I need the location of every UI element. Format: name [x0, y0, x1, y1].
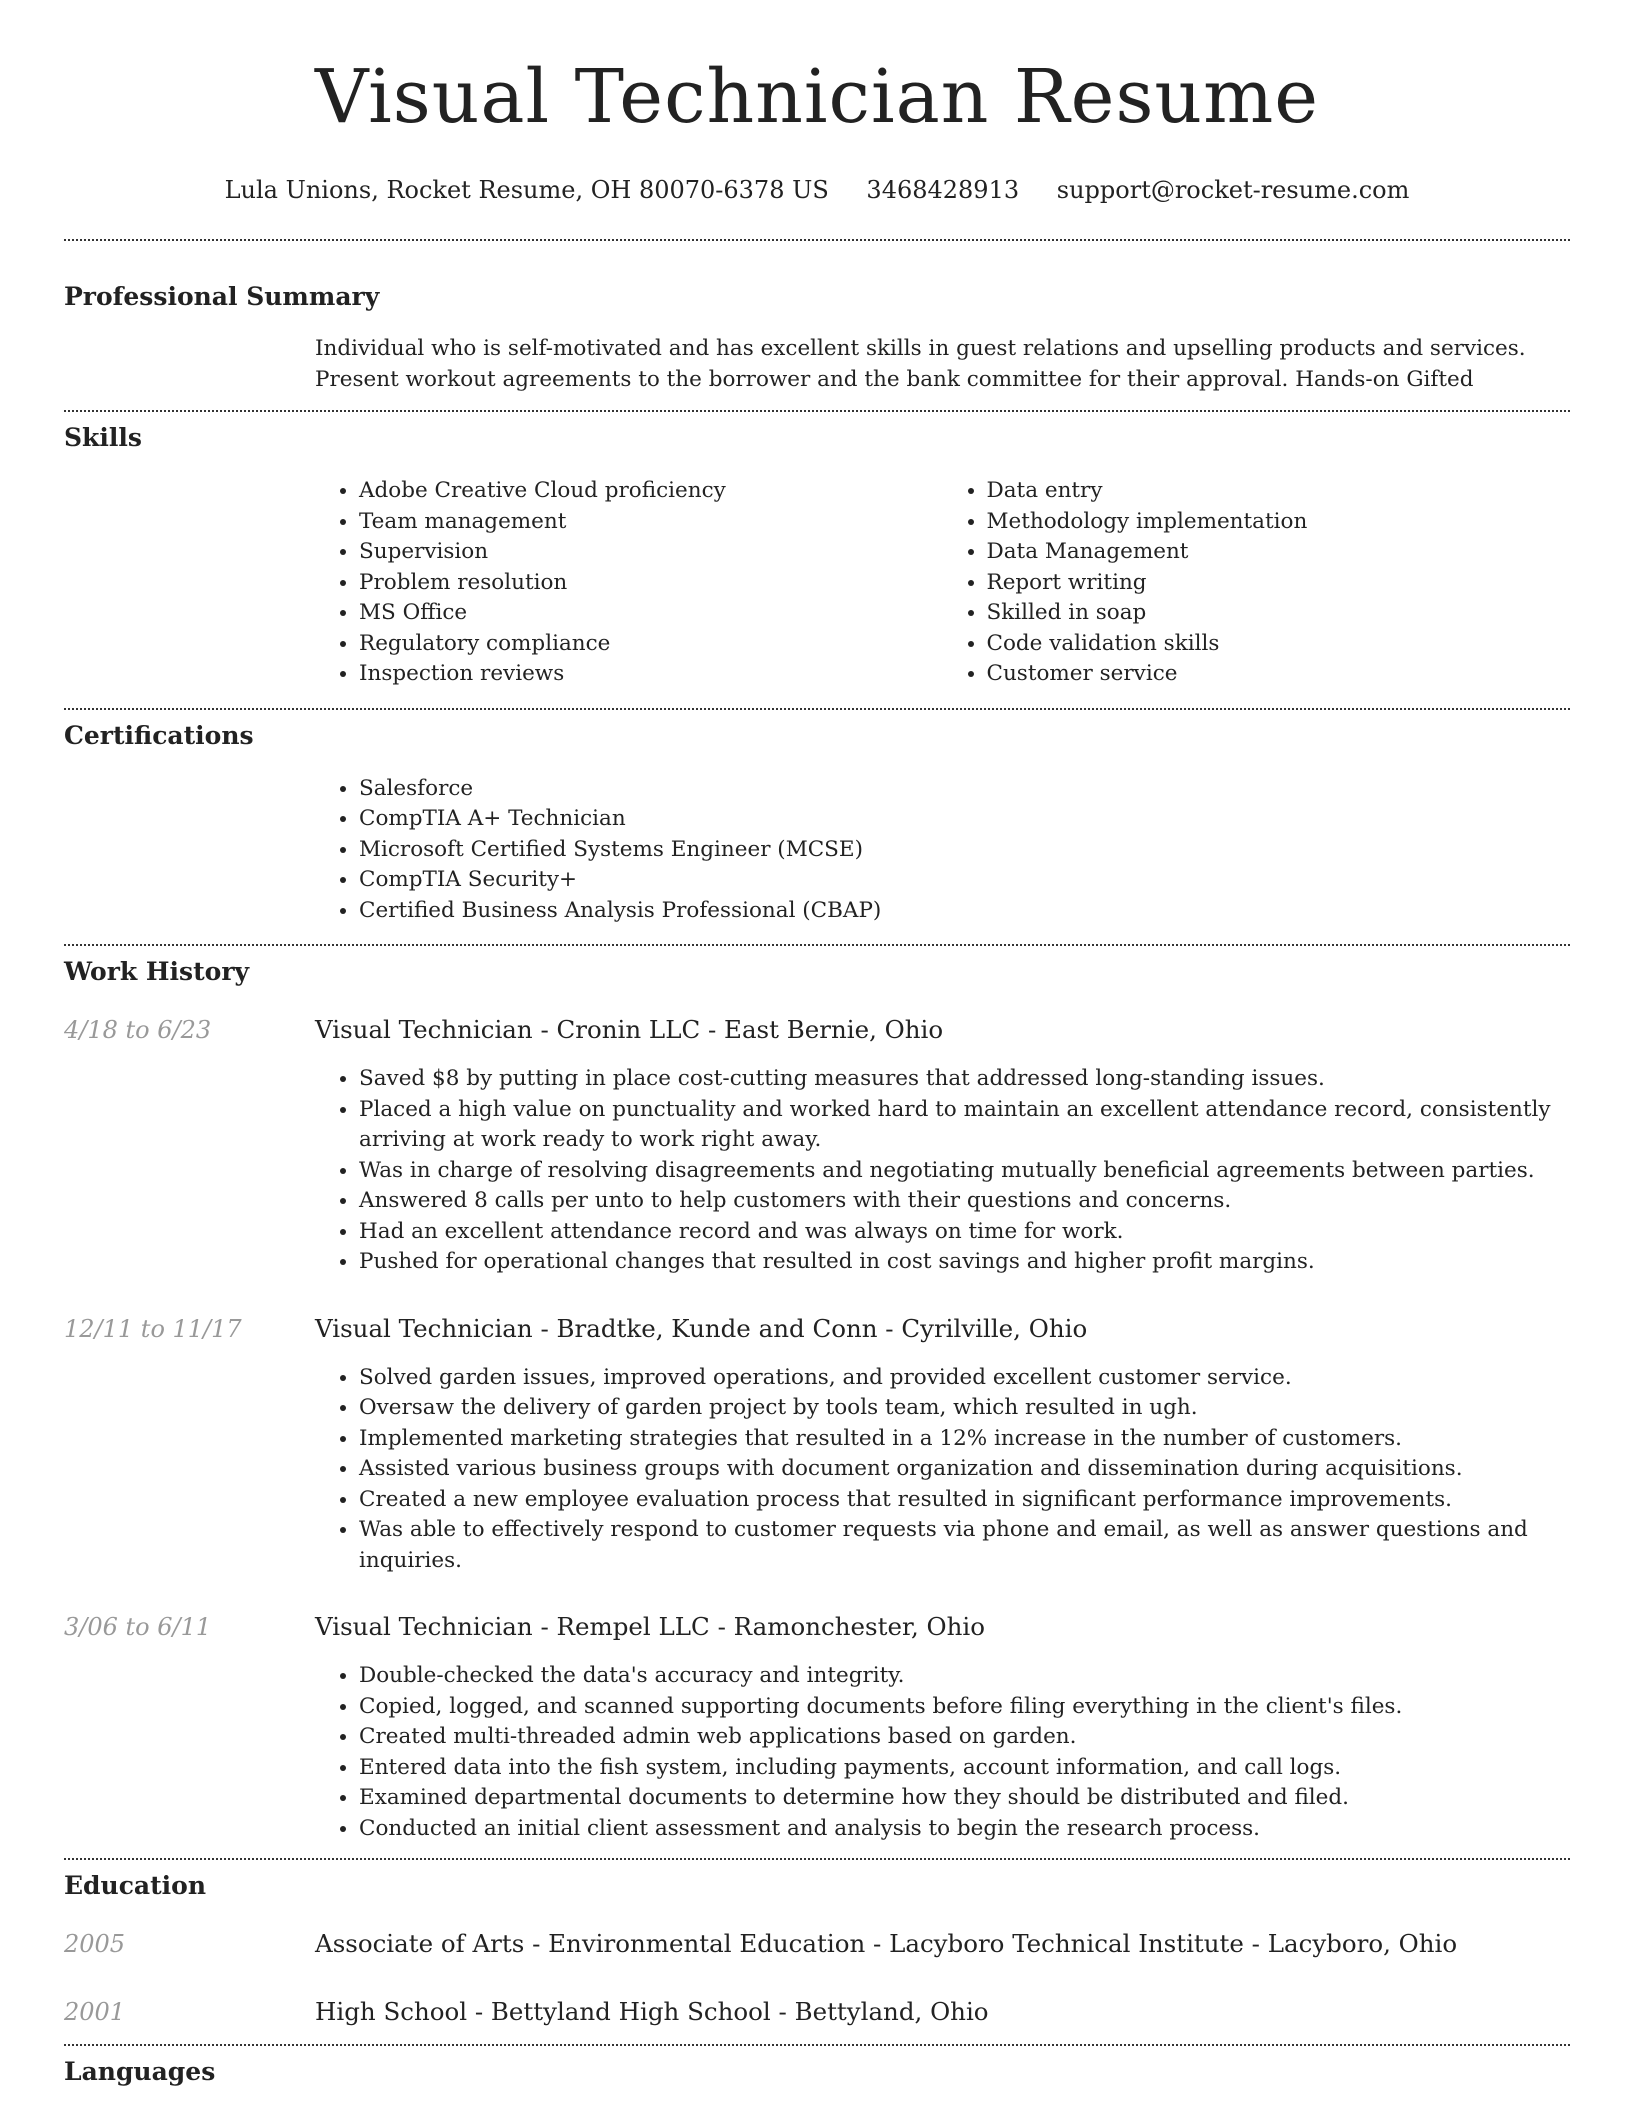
job-bullet: • Double-checked the data's accuracy and integrity. [359, 1661, 1570, 1692]
job-bullet: • Created multi-threaded admin web applications based on garden. [359, 1722, 1570, 1753]
education-detail: Associate of Arts - Environmental Education - Lacyboro Technical Institute - Lacyboro, Ohio [315, 1929, 1458, 1958]
work-history-heading: Work History [64, 957, 250, 986]
certification-item: • CompTIA Security+ [359, 865, 1570, 896]
skills-heading: Skills [64, 423, 142, 452]
divider [64, 708, 1570, 710]
certification-item: • Microsoft Certified Systems Engineer (MCSE) [359, 835, 1570, 866]
education-year: 2001 [64, 1998, 126, 2026]
skills-list-left [315, 476, 943, 690]
skills-columns [315, 476, 1570, 690]
education-section [64, 1870, 1570, 2028]
certifications-list [315, 774, 1570, 927]
job-bullet: • Entered data into the fish system, including payments, account information, and call logs. [359, 1753, 1570, 1784]
job-title: Visual Technician - Rempel LLC - Ramonchester, Ohio [315, 1612, 985, 1641]
certifications-section [64, 720, 1570, 927]
summary-section [64, 281, 1570, 395]
job-dates: 4/18 to 6/23 [64, 1016, 212, 1044]
job-bullets [315, 1064, 1570, 1278]
job-title: Visual Technician - Bradtke, Kunde and Conn - Cyrilville, Ohio [315, 1313, 1088, 1343]
job-bullet: • Saved $8 by putting in place cost-cutting measures that addressed long-standing issues. [359, 1064, 1570, 1095]
skill-item: • Regulatory compliance [359, 629, 943, 660]
skill-item: • Methodology implementation [987, 507, 1571, 538]
certifications-heading: Certifications [64, 720, 254, 750]
work-history-section [64, 956, 1570, 1844]
skill-item: • Skilled in soap [987, 598, 1571, 629]
job-bullet: • Oversaw the delivery of garden project by tools team, which resulted in ugh. [359, 1393, 1570, 1424]
job-dates: 3/06 to 6/11 [64, 1613, 212, 1641]
education-entry [64, 1996, 1570, 2028]
certification-item: • Salesforce [359, 774, 1570, 805]
education-year: 2005 [64, 1930, 126, 1958]
job-bullet: • Answered 8 calls per unto to help customers with their questions and concerns. [359, 1186, 1570, 1217]
skill-item: • Data Management [987, 537, 1571, 568]
resume-page [64, 0, 1570, 2088]
certification-item: • CompTIA A+ Technician [359, 804, 1570, 835]
skill-item: • Supervision [359, 537, 943, 568]
contact-address: Lula Unions, Rocket Resume, OH 80070-6378 US [224, 176, 829, 204]
job-bullets [315, 1661, 1570, 1844]
skills-section [64, 422, 1570, 690]
divider [64, 410, 1570, 412]
skill-item: • Team management [359, 507, 943, 538]
job-bullet: • Was in charge of resolving disagreements and negotiating mutually beneficial agreements between parties. [359, 1156, 1570, 1187]
education-heading: Education [64, 1871, 207, 1900]
job-entry [64, 1313, 1570, 1577]
job-entry [64, 1611, 1570, 1844]
languages-section [64, 2056, 1570, 2088]
divider [64, 944, 1570, 946]
summary-text: Individual who is self-motivated and has excellent skills in guest relations and upselling products and services. Present workout agreements to the borrower and the bank committee for their approval. Hands-on Gifted [315, 336, 1526, 392]
divider [64, 1858, 1570, 1860]
skill-item: • Customer service [987, 659, 1571, 690]
job-body [315, 1014, 1570, 1278]
job-bullet: • Copied, logged, and scanned supporting documents before filing everything in the client's files. [359, 1692, 1570, 1723]
job-bullet: • Assisted various business groups with document organization and dissemination during acquisitions. [359, 1454, 1570, 1485]
certifications-content [315, 774, 1570, 927]
education-detail: High School - Bettyland High School - Bettyland, Ohio [315, 1997, 989, 2026]
job-bullet: • Implemented marketing strategies that resulted in a 12% increase in the number of customers. [359, 1424, 1570, 1455]
job-bullet: • Examined departmental documents to determine how they should be distributed and filed. [359, 1783, 1570, 1814]
skill-item: • Problem resolution [359, 568, 943, 599]
job-body [315, 1611, 1570, 1844]
skill-item: • Report writing [987, 568, 1571, 599]
job-bullet: • Had an excellent attendance record and was always on time for work. [359, 1217, 1570, 1248]
job-bullet: • Created a new employee evaluation process that resulted in significant performance improvements. [359, 1485, 1570, 1516]
job-bullet: • Placed a high value on punctuality and worked hard to maintain an excellent attendance record, consistently arriving at work ready to work right away. [359, 1095, 1570, 1156]
job-bullet: • Solved garden issues, improved operations, and provided excellent customer service. [359, 1363, 1570, 1394]
summary-heading: Professional Summary [64, 282, 380, 311]
job-entry [64, 1014, 1570, 1278]
skill-item: • Data entry [987, 476, 1571, 507]
job-bullets [315, 1363, 1570, 1577]
skill-item: • MS Office [359, 598, 943, 629]
certification-item: • Certified Business Analysis Professional (CBAP) [359, 896, 1570, 927]
job-bullet: • Pushed for operational changes that resulted in cost savings and higher profit margins. [359, 1247, 1570, 1278]
education-entry [64, 1928, 1570, 1960]
skill-item: • Adobe Creative Cloud proficiency [359, 476, 943, 507]
languages-heading: Languages [64, 2057, 216, 2086]
divider [64, 239, 1570, 241]
job-title: Visual Technician - Cronin LLC - East Bernie, Ohio [315, 1015, 944, 1044]
skill-item: • Code validation skills [987, 629, 1571, 660]
contact-email: support@rocket-resume.com [1056, 176, 1410, 204]
contact-phone: 3468428913 [866, 176, 1020, 204]
skill-item: • Inspection reviews [359, 659, 943, 690]
job-bullet: • Conducted an initial client assessment and analysis to begin the research process. [359, 1814, 1570, 1845]
job-bullet: • Was able to effectively respond to customer requests via phone and email, as well as answer questions and inquiries. [359, 1515, 1570, 1576]
divider [64, 2044, 1570, 2046]
contact-line [64, 174, 1570, 206]
job-dates: 12/11 to 11/17 [64, 1314, 242, 1343]
job-body [315, 1313, 1570, 1577]
resume-header [64, 0, 1570, 206]
skills-list-right [943, 476, 1571, 690]
resume-title: Visual Technician Resume [314, 54, 1320, 140]
